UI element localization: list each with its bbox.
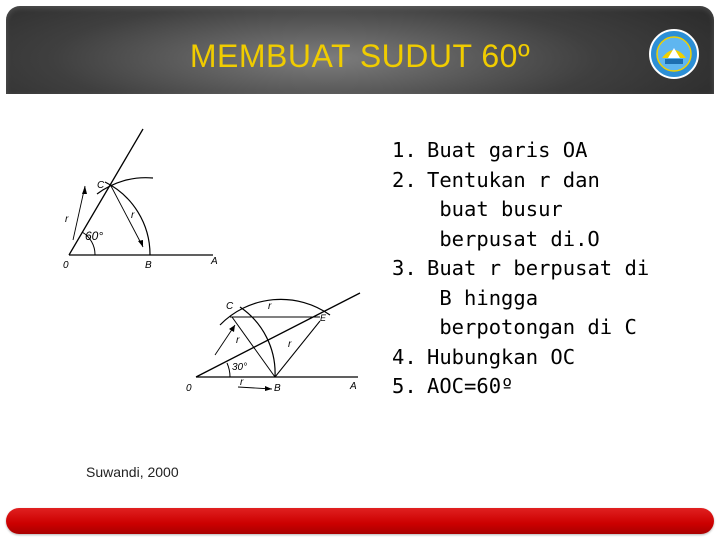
step-item <box>392 136 682 166</box>
step-number: 3. <box>392 256 417 280</box>
label-b: B <box>274 383 281 394</box>
label-a: A <box>211 256 218 267</box>
step-line: B hingga <box>439 285 539 310</box>
label-angle-30: 30° <box>232 362 248 373</box>
label-r-left: r <box>65 214 69 225</box>
angle-mark <box>227 363 230 377</box>
step-line: buat busur <box>439 197 563 221</box>
segment-be <box>275 321 320 377</box>
line-oc <box>69 129 143 255</box>
angle-30-construction-figure <box>180 285 370 410</box>
label-a: A <box>350 381 357 392</box>
source-credit: Suwandi, 2000 <box>86 464 179 480</box>
label-b: B <box>145 260 152 271</box>
label-r-arc: r <box>288 339 292 350</box>
step-line: Buat garis OA <box>427 138 588 162</box>
footer-bar <box>6 508 714 534</box>
step-line: Buat r berpusat di <box>427 256 650 280</box>
step-line: berpusat di.O <box>439 226 600 251</box>
angle-60-construction-figure <box>55 122 230 277</box>
arc-from-o <box>105 182 150 255</box>
radius-dim-right <box>111 186 143 247</box>
step-line: berpotongan di C <box>439 315 637 339</box>
step-text <box>427 343 682 373</box>
slide-header <box>6 6 714 94</box>
step-number: 5. <box>392 374 417 398</box>
step-line: Hubungkan OC <box>427 344 576 369</box>
label-o: 0 <box>186 383 192 394</box>
step-text <box>427 136 682 166</box>
label-r-low: r <box>240 377 244 388</box>
construction-steps-list <box>392 136 682 402</box>
label-angle-60: 60° <box>85 229 104 243</box>
step-line: Tentukan r dan <box>427 167 600 192</box>
label-r-right: r <box>131 210 135 221</box>
step-item <box>392 166 682 255</box>
arc-from-b <box>97 178 153 194</box>
arc-center-b <box>220 299 330 325</box>
label-r-mid: r <box>236 335 240 346</box>
step-text <box>427 166 682 255</box>
step-item <box>392 372 682 402</box>
step-number: 2. <box>392 167 417 192</box>
step-number: 4. <box>392 344 417 369</box>
step-text <box>427 254 682 343</box>
label-c: C <box>226 301 234 312</box>
label-o: 0 <box>63 260 69 271</box>
slide-title: MEMBUAT SUDUT 60º <box>189 38 531 74</box>
step-line: AOC=60º <box>427 374 514 398</box>
step-item <box>392 343 682 373</box>
tut-wuri-handayani-logo-icon <box>648 28 700 80</box>
label-c: C <box>97 180 105 191</box>
step-text <box>427 372 682 402</box>
step-item <box>392 254 682 343</box>
step-number: 1. <box>392 138 417 162</box>
label-e: E <box>320 313 327 323</box>
line-oe <box>196 293 360 377</box>
label-r-top: r <box>268 301 272 312</box>
